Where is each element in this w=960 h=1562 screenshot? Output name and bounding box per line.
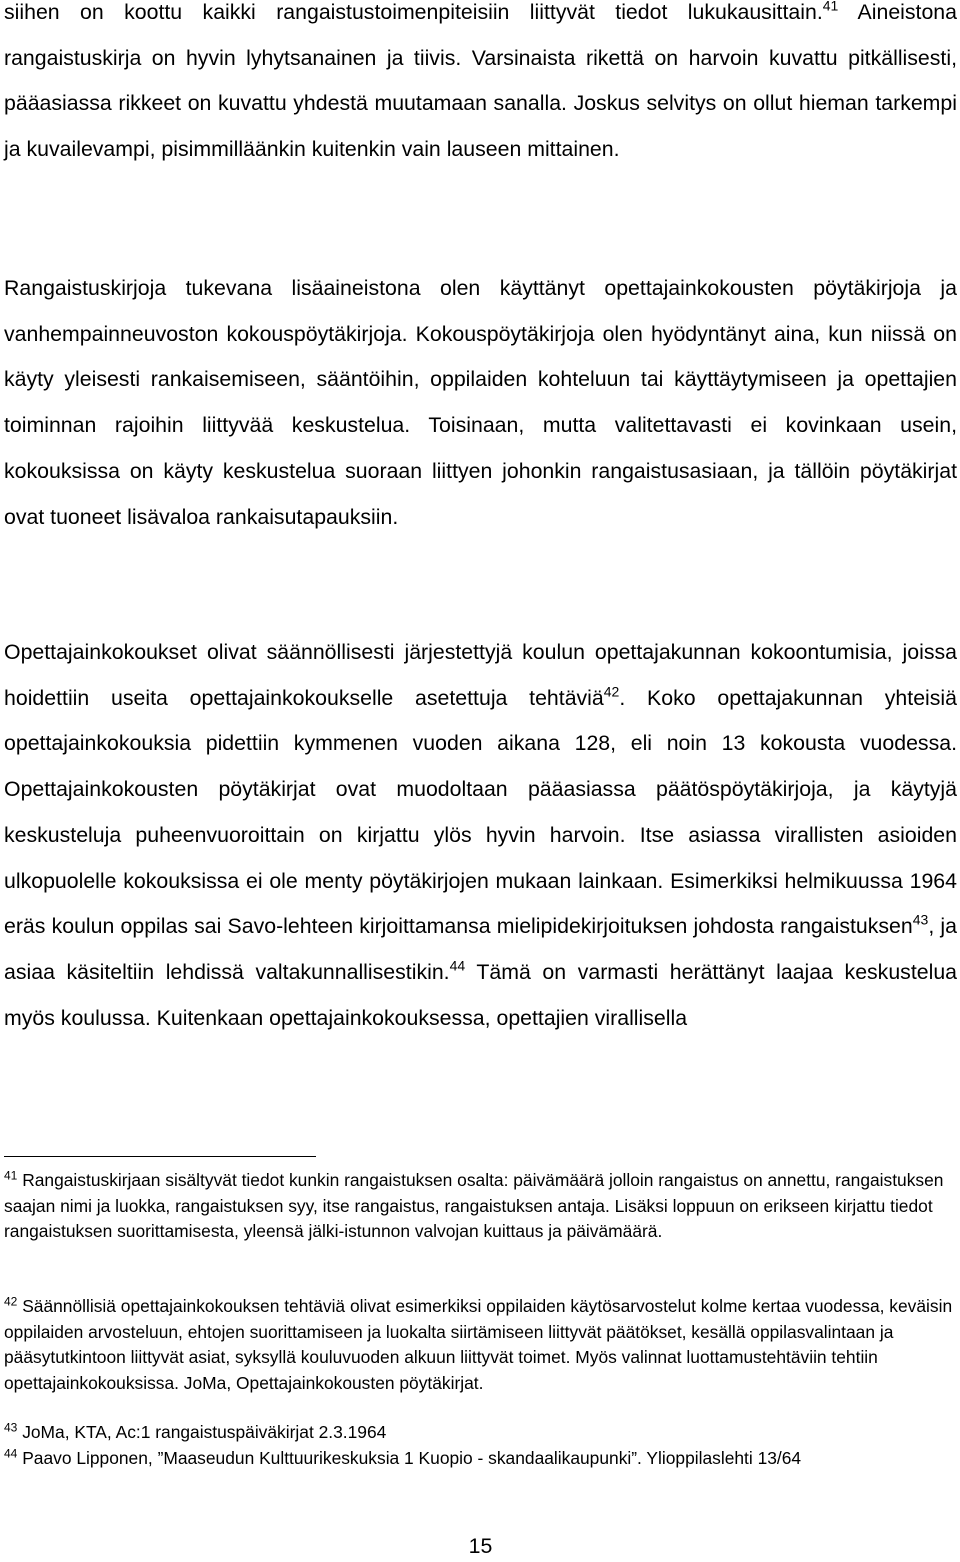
footnote-text: JoMa, KTA, Ac:1 rangaistuspäiväkirjat 2.3.1964: [17, 1422, 387, 1442]
paragraph-text: . Koko opettajakunnan yhteisiä opettajainkokouksia pidettiin kymmenen vuoden aikana 128, eli noin 13 kokousta vuodessa. Opettajainkokousten pöytäkirjat ovat muodoltaan pääasiassa päätöspöytäkirjoja, ja käytyjä keskusteluja puheenvuoroittain on kirjattu ylös hyvin harvoin. Itse asiassa virallisten asioiden ulkopuolelle kokouksissa ei ole menty pöytäkirjojen mukaan lainkaan. Esimerkiksi helmikuussa 1964 eräs koulun oppilas sai Savo-lehteen kirjoittamansa mielipidekirjoituksen johdosta rangaistuksen: [4, 685, 957, 939]
footnote-text: Säännöllisiä opettajainkokouksen tehtäviä olivat esimerkiksi oppilaiden käytösarvostelut kolme kertaa vuodessa, keväisin oppilaiden arvosteluun, ehtojen suorittamiseen ja luokalta siirtämiseen liittyvät päätökset, kesällä oppilasvalintaan ja pääsytutkintoon liittyvät asiat, syksyllä kouluvuoden alkuun liittyvät toimet. Myös valinnat luottamustehtäviin tehtiin opettajainkokouksissa. JoMa, Opettajainkokousten pöytäkirjat.: [4, 1296, 953, 1393]
footnote-number: 44: [4, 1446, 18, 1461]
footnote-42: [4, 1294, 954, 1396]
paragraph-text: Opettajainkokoukset olivat säännöllisesti järjestettyjä koulun opettajakunnan kokoontumisia, joissa hoidettiin useita opettajainkokoukselle asetettuja tehtäviä: [4, 640, 957, 710]
footnote-43: [4, 1420, 954, 1446]
footnote-number: 41: [4, 1168, 18, 1183]
body-paragraph-1: [4, 0, 957, 173]
body-paragraph-3: [4, 630, 957, 1041]
footnote-reference[interactable]: 43: [912, 911, 929, 928]
footnote-44: [4, 1446, 954, 1472]
paragraph-text: , ja asiaa käsiteltiin lehdissä valtakunnallisestikin.: [4, 914, 957, 984]
footnote-number: 43: [4, 1420, 18, 1435]
footnote-reference[interactable]: 41: [822, 0, 839, 14]
paragraph-text: Tämä on varmasti herättänyt laajaa keskustelua myös koulussa. Kuitenkaan opettajainkokouksessa, opettajien virallisella: [4, 959, 958, 1030]
page-number: 15: [468, 1534, 493, 1558]
footnote-separator: [4, 1156, 316, 1157]
footnote-41: [4, 1168, 954, 1245]
footnote-text: Rangaistuskirjaan sisältyvät tiedot kunkin rangaistuksen osalta: päivämäärä jolloin rangaistus on annettu, rangaistuksen saajan nimi ja luokka, rangaistuksen syy, itse rangaistus, rangaistuksen antaja. Lisäksi loppuun on erikseen kirjattu tiedot rangaistuksen suorittamisesta, yleensä jälki-istunnon valvojan kuittaus ja päivämäärä.: [4, 1170, 944, 1241]
footnote-reference[interactable]: 42: [603, 683, 620, 700]
document-page: [4, 0, 957, 1562]
footnote-text: Paavo Lipponen, ”Maaseudun Kulttuurikeskuksia 1 Kuopio - skandaalikaupunki”. Ylioppilaslehti 13/64: [17, 1448, 802, 1468]
paragraph-text: siihen on koottu kaikki rangaistustoimenpiteisiin liittyvät tiedot lukukausittain.: [4, 0, 823, 24]
footnote-reference[interactable]: 44: [449, 957, 466, 974]
footnote-number: 42: [4, 1294, 18, 1309]
paragraph-text-continued: Aineistona rangaistuskirja on hyvin lyhytsanainen ja tiivis. Varsinaista rikettä on harvoin kuvattu pitkällisesti, pääasiassa rikkeet on kuvattu yhdestä muutamaan sanalla. Joskus selvitys on ollut hieman tarkempi ja kuvailevampi, pisimmilläänkin kuitenkin vain lauseen mittainen.: [4, 0, 957, 162]
body-paragraph-2: Rangaistuskirjoja tukevana lisäaineistona olen käyttänyt opettajainkokousten pöytäkirjoja ja vanhempainneuvoston kokouspöytäkirjoja. Kokouspöytäkirjoja olen hyödyntänyt aina, kun niissä on käyty yleisesti rankaisemiseen, sääntöihin, oppilaiden kohteluun tai käyttäytymiseen ja opettajien toiminnan rajoihin liittyvää keskustelua. Toisinaan, mutta valitettavasti ei kovinkaan usein, kokouksissa on käyty keskustelua suoraan liittyen johonkin rangaistusasiaan, ja tällöin pöytäkirjat ovat tuoneet lisävaloa rankaisutapauksiin.: [4, 276, 957, 529]
